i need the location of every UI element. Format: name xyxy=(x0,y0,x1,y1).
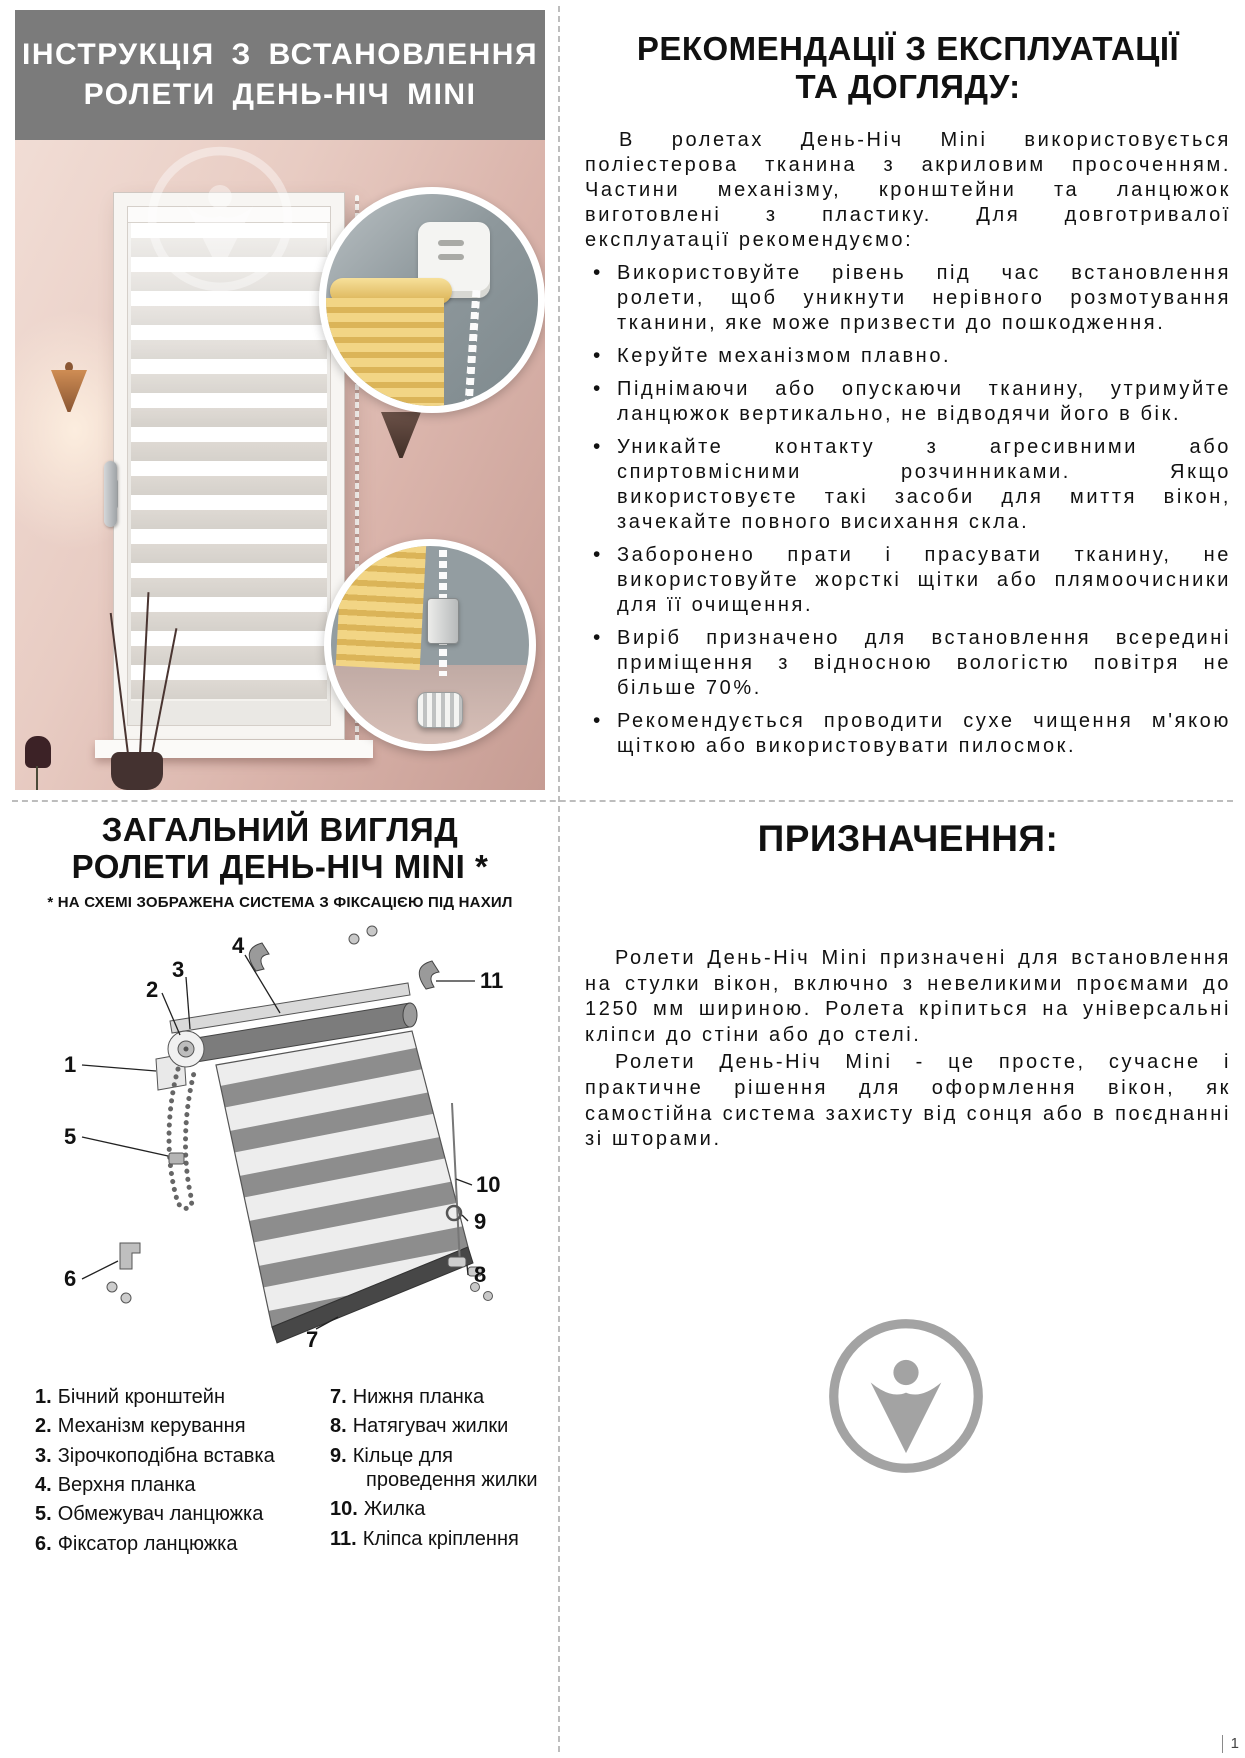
recommendations-title-line2: ТА ДОГЛЯДУ: xyxy=(795,67,1021,105)
recommendation-item: • Керуйте механізмом плавно. xyxy=(585,344,1231,369)
legend-item xyxy=(35,1385,330,1409)
legend-item-number: 9. xyxy=(330,1444,347,1467)
recommendations-section xyxy=(585,30,1231,759)
purpose-paragraph-2: Ролети День-Ніч Mini - це просте, сучасне і практичне рішення для оформлення вікон, як самостійна система захисту від сонця або в поєднанні зі шторами. xyxy=(585,1051,1231,1151)
closeup2-fabric xyxy=(336,540,426,670)
legend-item-number: 2. xyxy=(35,1415,52,1438)
diagram-star-insert-center xyxy=(184,1046,189,1051)
window-handle xyxy=(104,461,117,527)
diagram-chain xyxy=(169,1069,194,1208)
diagram-screw xyxy=(349,934,359,944)
legend-item-label: Обмежувач ланцюжка xyxy=(57,1503,264,1526)
recommendation-item: • Виріб призначено для встановлення всередині приміщення з відносною вологістю повітря не більше 70%. xyxy=(585,626,1231,701)
legend-item xyxy=(330,1497,545,1521)
callout-number-7: 7 xyxy=(306,1326,319,1352)
callout-number-8: 8 xyxy=(474,1261,487,1287)
overview-section xyxy=(15,812,545,1561)
vase-decor xyxy=(111,752,163,790)
mechanism-closeup-photo xyxy=(319,187,545,413)
diagram-screw xyxy=(484,1291,493,1300)
legend-item-label: Верхня планка xyxy=(57,1474,196,1497)
legend-item-label: Кільце для проведення жилки xyxy=(352,1444,538,1492)
purpose-title: ПРИЗНАЧЕННЯ: xyxy=(757,818,1059,859)
recommendation-item: • Заборонено прати і прасувати тканину, не використовуйте жорсткі щітки або плямоочисники для її очищення. xyxy=(585,543,1231,618)
legend-item xyxy=(35,1444,330,1468)
callout-number-1: 1 xyxy=(64,1051,77,1077)
legend-item-label: Зірочкоподібна вставка xyxy=(57,1444,275,1467)
overview-subtitle: * НА СХЕМІ ЗОБРАЖЕНА СИСТЕМА З ФІКСАЦІЄЮ ПІД НАХИЛ xyxy=(47,893,513,911)
diagram-wire-tensioner xyxy=(448,1257,466,1267)
install-photo-section xyxy=(15,10,545,790)
tulip-decor xyxy=(25,736,51,768)
legend-item-number: 11. xyxy=(330,1527,357,1550)
legend-item-number: 1. xyxy=(35,1385,52,1408)
blind-diagram xyxy=(20,913,540,1383)
page-number: 1 xyxy=(1222,1735,1239,1753)
legend-item-number: 4. xyxy=(35,1474,52,1497)
legend-item-label: Натягувач жилки xyxy=(352,1415,509,1438)
diagram-fabric xyxy=(216,1031,468,1327)
recommendation-item: • Використовуйте рівень під час встановлення ролети, щоб уникнути нерівного розмотування тканини, яке може призвести до пошкодження. xyxy=(585,261,1231,336)
legend-item xyxy=(35,1532,330,1556)
legend-item-label: Бічний кронштейн xyxy=(57,1385,225,1408)
install-title-line2: РОЛЕТИ ДЕНЬ-НІЧ MINI xyxy=(83,77,477,111)
overview-title-line1: ЗАГАЛЬНИЙ ВИГЛЯД xyxy=(101,811,459,848)
legend-item xyxy=(330,1385,545,1409)
legend-column-left xyxy=(35,1385,330,1561)
callout-number-10: 10 xyxy=(476,1171,501,1197)
legend-item xyxy=(330,1414,545,1438)
legend-item xyxy=(35,1473,330,1497)
legend-item-label: Механізм керування xyxy=(57,1415,246,1438)
closeup-mechanism-slot xyxy=(438,254,464,260)
purpose-paragraph-1: Ролети День-Ніч Mini призначені для встановлення на стулки вікон, включно з невеликими проємами до 1250 мм шириною. Ролета кріпиться на універсальні кліпси до стіни або до стелі. xyxy=(585,947,1231,1046)
wall-lamp-dark xyxy=(381,412,421,458)
closeup-bead-chain xyxy=(463,290,480,413)
brand-watermark-logo xyxy=(822,1312,990,1480)
recommendation-item: • Уникайте контакту з агресивними або спиртовмісними розчинниками. Якщо використовуєте такі засоби для миття вікон, зачекайте повного висихання скла. xyxy=(585,435,1231,535)
legend-item xyxy=(330,1527,545,1551)
recommendations-intro: В ролетах День-Ніч Mini використовується поліестерова тканина з акриловим просоченням. Частини механізму, кронштейни та ланцюжок виготовлені з пластику. Для довготривалої експлуатації рекомендуємо: xyxy=(585,128,1231,251)
chain-fixator-closeup-photo xyxy=(324,539,536,751)
callout-number-2: 2 xyxy=(146,976,159,1002)
legend-item-label: Жилка xyxy=(363,1498,426,1521)
callout-number-9: 9 xyxy=(474,1208,487,1234)
diagram-screw xyxy=(367,926,377,936)
closeup-fabric xyxy=(326,298,444,413)
purpose-section xyxy=(585,818,1231,1153)
install-title-line1: ІНСТРУКЦІЯ З ВСТАНОВЛЕННЯ xyxy=(21,38,539,71)
legend-item-label: Нижня планка xyxy=(352,1385,485,1408)
closeup-mechanism-slot xyxy=(438,240,464,246)
pin-logo-icon xyxy=(822,1312,990,1480)
callout-number-4: 4 xyxy=(232,932,245,958)
legend-item xyxy=(35,1414,330,1438)
recommendation-item: • Піднімаючи або опускаючи тканину, утримуйте ланцюжок вертикально, не відводячи його в бік. xyxy=(585,377,1231,427)
legend-item-number: 6. xyxy=(35,1532,52,1555)
callout-number-3: 3 xyxy=(172,956,185,982)
recommendations-list xyxy=(585,261,1231,759)
legend-item-label: Кліпса кріплення xyxy=(362,1527,519,1550)
brand-watermark-logo xyxy=(141,140,299,298)
callout-number-5: 5 xyxy=(64,1123,77,1149)
callout-number-6: 6 xyxy=(64,1265,77,1291)
diagram-roller-end xyxy=(403,1003,417,1027)
diagram-screw xyxy=(107,1282,117,1292)
tulip-stem-decor xyxy=(36,766,38,790)
legend-item-label: Фіксатор ланцюжка xyxy=(57,1532,238,1555)
closeup2-chain-fixator xyxy=(427,598,459,644)
divider-horizontal xyxy=(12,800,1233,802)
legend-item-number: 10. xyxy=(330,1498,358,1521)
legend-item-number: 5. xyxy=(35,1503,52,1526)
divider-vertical xyxy=(558,6,560,1752)
legend-item xyxy=(35,1502,330,1526)
closeup2-bobbin xyxy=(417,692,463,728)
legend-item-number: 8. xyxy=(330,1415,347,1438)
diagram-legend xyxy=(15,1385,545,1561)
overview-title-line2: РОЛЕТИ ДЕНЬ-НІЧ MINI * xyxy=(71,847,489,885)
diagram-screw xyxy=(121,1293,131,1303)
recommendations-title-line1: РЕКОМЕНДАЦІЇ З ЕКСПЛУАТАЦІЇ xyxy=(636,30,1180,67)
legend-item-number: 7. xyxy=(330,1385,347,1408)
pin-logo-icon xyxy=(141,140,299,298)
diagram-chain-limiter xyxy=(169,1153,184,1164)
recommendation-item: • Рекомендується проводити сухе чищення м'якою щіткою або використовувати пилосмок. xyxy=(585,709,1231,759)
diagram-clip-right xyxy=(419,961,439,989)
install-title-banner xyxy=(15,10,545,140)
legend-item xyxy=(330,1444,545,1493)
legend-item-number: 3. xyxy=(35,1444,52,1467)
legend-column-right xyxy=(330,1385,545,1561)
callout-number-11: 11 xyxy=(480,967,504,993)
diagram-chain-fixator xyxy=(120,1243,140,1269)
